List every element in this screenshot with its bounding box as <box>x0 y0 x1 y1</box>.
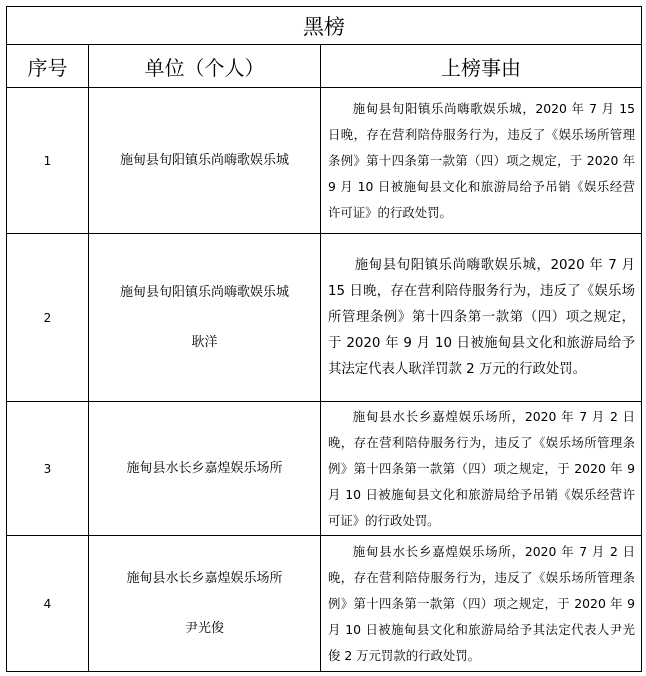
table-row <box>7 402 642 536</box>
row-reason: 施甸县旬阳镇乐尚嗨歌娱乐城，2020 年 7 月 15 日晚，存在营利陪侍服务行为，违反了《娱乐场所管理条例》第十四条第一款第（四）项之规定，于 2020 年 9 月 10 日被施甸县文化和旅游局给予吊销《娱乐经营许可证》的行政处罚。 <box>328 100 636 220</box>
header-unit: 单位（个人） <box>89 45 321 88</box>
header-row <box>7 45 642 88</box>
title-row <box>7 7 642 45</box>
row-reason-cell <box>321 88 642 234</box>
blacklist-table <box>6 6 642 672</box>
row-unit: 施甸县水长乡嘉煌娱乐场所 <box>126 570 283 586</box>
table-row <box>7 536 642 672</box>
row-index: 3 <box>7 402 89 536</box>
row-unit-cell <box>89 234 321 402</box>
row-unit: 施甸县旬阳镇乐尚嗨歌娱乐城 <box>119 284 289 300</box>
row-reason: 施甸县旬阳镇乐尚嗨歌娱乐城，2020 年 7 月 15 日晚，存在营利陪侍服务行为，违反了《娱乐场所管理条例》第十四条第一款第（四）项之规定，于 2020 年 9 月 10 日被施甸县文化和旅游局给予其法定代表人耿洋罚款 2 万元的行政处罚。 <box>328 257 636 377</box>
row-index: 4 <box>7 536 89 672</box>
table-row <box>7 88 642 234</box>
row-unit-cell <box>89 402 321 536</box>
row-reason-cell <box>321 402 642 536</box>
header-index: 序号 <box>7 45 89 88</box>
row-person: 尹光俊 <box>184 620 224 636</box>
row-unit-cell <box>89 88 321 234</box>
row-reason-cell <box>321 234 642 402</box>
row-reason: 施甸县水长乡嘉煌娱乐场所，2020 年 7 月 2 日晚，存在营利陪侍服务行为，违反了《娱乐场所管理条例》第十四条第一款第（四）项之规定，于 2020 年 9 月 10 日被施甸县文化和旅游局给予吊销《娱乐经营许可证》的行政处罚。 <box>328 408 636 528</box>
header-reason: 上榜事由 <box>321 45 642 88</box>
row-person: 耿洋 <box>191 334 218 350</box>
table-title: 黑榜 <box>7 7 642 45</box>
row-unit: 施甸县旬阳镇乐尚嗨歌娱乐城 <box>119 152 289 168</box>
row-unit: 施甸县水长乡嘉煌娱乐场所 <box>126 460 283 476</box>
row-unit-cell <box>89 536 321 672</box>
row-reason-cell <box>321 536 642 672</box>
row-reason: 施甸县水长乡嘉煌娱乐场所，2020 年 7 月 2 日晚，存在营利陪侍服务行为，违反了《娱乐场所管理条例》第十四条第一款第（四）项之规定，于 2020 年 9 月 10 日被施甸县文化和旅游局给予其法定代表人尹光俊 2 万元罚款的行政处罚。 <box>328 543 636 663</box>
row-index: 2 <box>7 234 89 402</box>
table-row <box>7 234 642 402</box>
row-index: 1 <box>7 88 89 234</box>
